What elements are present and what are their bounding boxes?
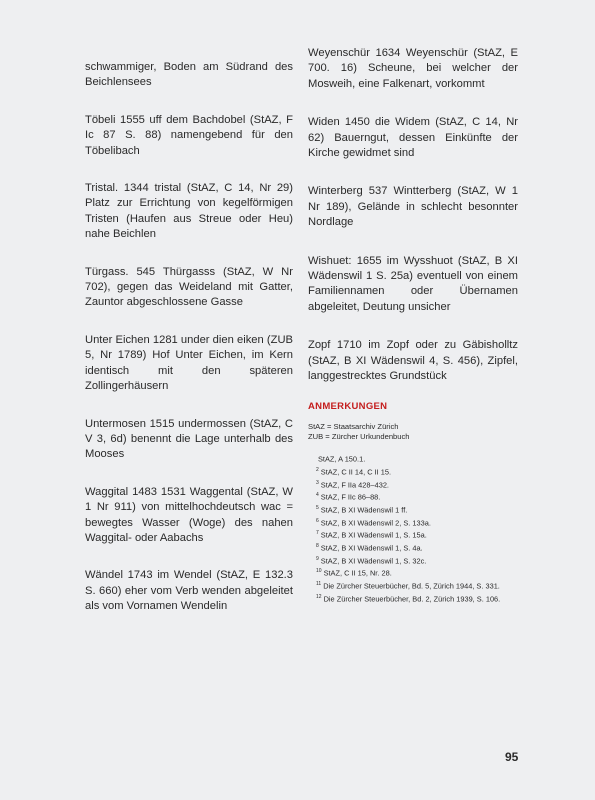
note-text: StAZ, F IIa 428–432.	[320, 480, 389, 490]
note-text: StAZ, A 150.1.	[318, 454, 366, 464]
note-text: StAZ, B XI Wädenswil 1 ff.	[320, 505, 408, 515]
glossary-entry: Untermosen 1515 undermossen (StAZ, C V 3, 6d) benennt die Lage unterhalb des Mooses	[85, 417, 293, 461]
glossary-entry: Töbeli 1555 uff dem Bachdobel (StAZ, F Ic 87 S. 88) namengebend für den Töbelibach	[85, 113, 293, 157]
abbreviations	[308, 422, 518, 442]
note-number: 4	[316, 492, 319, 499]
note-item	[316, 579, 518, 592]
glossary-entry: Türgass. 545 Thürgasss (StAZ, W Nr 702), gegen das Weideland mit Gatter, Zauntor abgeschlossene Gasse	[85, 265, 293, 309]
note-number: 12	[316, 593, 322, 600]
glossary-entry: Winterberg 537 Wintterberg (StAZ, W 1 Nr 189), Gelände in schlecht besonnter Nordlage	[308, 185, 518, 229]
glossary-entry: Weyenschür 1634 Weyenschür (StAZ, E 700. 16) Scheune, bei welcher der Mosweih, eine Falkenart, vorkommt	[308, 47, 518, 90]
glossary-entry: Waggital 1483 1531 Waggental (StAZ, W 1 Nr 911) von mittelhochdeutsch wac = bewegtes Wasser (Woge) des nahen Waggital- oder Aabachs	[85, 485, 293, 544]
note-text: StAZ, B XI Wädenswil 2, S. 133a.	[320, 518, 431, 528]
note-number: 8	[316, 543, 319, 550]
glossary-entry: Zopf 1710 im Zopf oder zu Gäbisholltz (StAZ, B XI Wädenswil 4, S. 456), Zipfel, langgestrecktes Grundstück	[308, 339, 518, 383]
notes-heading: ANMERKUNGEN	[308, 400, 388, 412]
note-item	[316, 554, 518, 567]
note-item	[316, 566, 518, 579]
note-number: 9	[316, 555, 319, 562]
abbreviation-item: StAZ = Staatsarchiv Zürich	[308, 421, 399, 431]
note-item	[316, 465, 518, 478]
note-item	[316, 478, 518, 491]
note-item	[316, 592, 518, 605]
abbreviation-item: ZUB = Zürcher Urkundenbuch	[308, 432, 410, 442]
note-text: Die Zürcher Steuerbücher, Bd. 5, Zürich 1944, S. 331.	[323, 581, 500, 591]
note-item	[316, 528, 518, 541]
note-item	[316, 541, 518, 554]
glossary-entry: schwammiger, Boden am Südrand des Beichlensees	[85, 61, 293, 89]
note-text: Die Zürcher Steuerbücher, Bd. 2, Zürich 1939, S. 106.	[323, 594, 501, 604]
note-number: 3	[316, 479, 319, 486]
note-number: 5	[316, 505, 319, 511]
note-item	[316, 503, 518, 516]
glossary-entry: Unter Eichen 1281 under dien eiken (ZUB 5, Nr 1789) Hof Unter Eichen, im Kern identisch mit den späteren Zollingerhäusern	[85, 333, 293, 393]
page-number: 95	[505, 750, 519, 764]
note-number: 6	[316, 517, 319, 524]
note-number: 7	[316, 530, 319, 537]
note-text: StAZ, B XI Wädenswil 1, S. 32c.	[320, 556, 427, 566]
note-text: StAZ, F IIc 86–88.	[320, 492, 381, 502]
left-column	[85, 60, 293, 637]
glossary-entry: Widen 1450 die Widem (StAZ, C 14, Nr 62) Bauerngut, dessen Einkünfte der Kirche gewidmet sind	[308, 116, 518, 160]
glossary-entry: Wishuet: 1655 im Wysshuot (StAZ, B XI Wädenswil 1 S. 25a) eventuell von einem Familiennamen oder Übernamen abgeleitet, Deutung unsicher	[308, 254, 518, 313]
note-number: 2	[316, 466, 319, 473]
note-item	[316, 516, 518, 529]
note-text: StAZ, C II 15, Nr. 28.	[323, 568, 392, 578]
note-text: StAZ, B XI Wädenswil 1, S. 15a.	[320, 530, 427, 540]
note-number: 10	[316, 568, 322, 575]
note-number: 11	[316, 581, 322, 588]
note-item	[316, 490, 518, 503]
glossary-entry: Wändel 1743 im Wendel (StAZ, E 132.3 S. 660) eher vom Verb wenden abgeleitet als vom Vornamen Wendelin	[85, 569, 293, 613]
note-text: StAZ, B XI Wädenswil 1, S. 4a.	[320, 543, 423, 553]
note-text: StAZ, C II 14, C II 15.	[320, 467, 392, 477]
notes-list	[308, 452, 518, 604]
right-column	[308, 46, 518, 604]
note-item	[316, 452, 518, 465]
glossary-entry: Tristal. 1344 tristal (StAZ, C 14, Nr 29) Platz zur Errichtung von kegelförmigen Tristen (Haufen aus Streue oder Heu) nahe Beichlen	[85, 182, 293, 241]
